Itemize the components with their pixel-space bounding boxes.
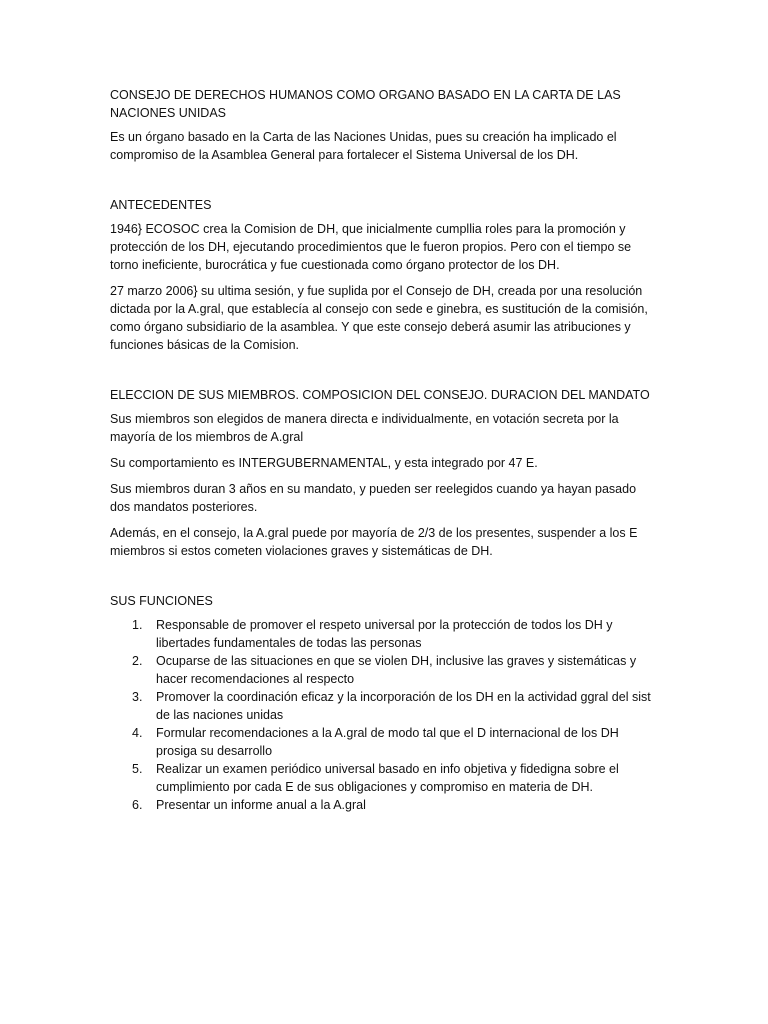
list-item-number: 2. xyxy=(132,654,143,668)
list-item-number: 6. xyxy=(132,798,143,812)
list-item-text: Promover la coordinación eficaz y la incorporación de los DH en la actividad ggral del sist de las naciones unidas xyxy=(156,690,651,722)
eleccion-paragraph-2: Su comportamiento es INTERGUBERNAMENTAL, y esta integrado por 47 E. xyxy=(110,456,538,470)
funciones-list xyxy=(110,616,655,814)
funciones-heading: SUS FUNCIONES xyxy=(110,594,213,608)
antecedentes-heading: ANTECEDENTES xyxy=(110,198,212,212)
list-item-number: 1. xyxy=(132,618,143,632)
document-title: CONSEJO DE DERECHOS HUMANOS COMO ORGANO BASADO EN LA CARTA DE LAS NACIONES UNIDAS xyxy=(110,88,621,120)
intro-paragraph: Es un órgano basado en la Carta de las Naciones Unidas, pues su creación ha implicado el compromiso de la Asamblea General para fortalecer el Sistema Universal de los DH. xyxy=(110,130,617,162)
spacer xyxy=(110,568,655,592)
list-item xyxy=(110,760,655,796)
spacer xyxy=(110,362,655,386)
list-item xyxy=(110,688,655,724)
antecedentes-paragraph-1: 1946} ECOSOC crea la Comision de DH, que inicialmente cumpllia roles para la promoción y protección de los DH, ejecutando procedimientos que le fueron propios. Pero con el tiempo se torno ineficiente, burocrática y fue cuestionada como órgano protector de los DH. xyxy=(110,222,632,272)
eleccion-paragraph-4: Además, en el consejo, la A.gral puede por mayoría de 2/3 de los presentes, suspender a los E miembros si estos cometen violaciones graves y sistemáticas de DH. xyxy=(110,526,638,558)
list-item-number: 3. xyxy=(132,690,143,704)
list-item-number: 4. xyxy=(132,726,143,740)
list-item-text: Ocuparse de las situaciones en que se violen DH, inclusive las graves y sistemáticas y hacer recomendaciones al respecto xyxy=(156,654,637,686)
document-page xyxy=(110,86,655,814)
eleccion-paragraph-3: Sus miembros duran 3 años en su mandato, y pueden ser reelegidos cuando ya hayan pasado dos mandatos posteriores. xyxy=(110,482,637,514)
list-item xyxy=(110,796,655,814)
list-item-number: 5. xyxy=(132,762,143,776)
list-item-text: Realizar un examen periódico universal basado en info objetiva y fidedigna sobre el cumplimiento por cada E de sus obligaciones y compromiso en materia de DH. xyxy=(156,762,619,794)
list-item-text: Responsable de promover el respeto universal por la protección de todos los DH y libertades fundamentales de todas las personas xyxy=(156,618,613,650)
spacer xyxy=(110,172,655,196)
list-item-text: Formular recomendaciones a la A.gral de modo tal que el D internacional de los DH prosiga su desarrollo xyxy=(156,726,619,758)
list-item xyxy=(110,652,655,688)
eleccion-heading: ELECCION DE SUS MIEMBROS. COMPOSICION DEL CONSEJO. DURACION DEL MANDATO xyxy=(110,388,650,402)
list-item xyxy=(110,616,655,652)
eleccion-paragraph-1: Sus miembros son elegidos de manera directa e individualmente, en votación secreta por la mayoría de los miembros de A.gral xyxy=(110,412,619,444)
list-item xyxy=(110,724,655,760)
list-item-text: Presentar un informe anual a la A.gral xyxy=(156,798,366,812)
antecedentes-paragraph-2: 27 marzo 2006} su ultima sesión, y fue suplida por el Consejo de DH, creada por una resolución dictada por la A.gral, que establecía al consejo con sede e ginebra, es sustitución de la comisión, como órgano subsidiario de la asamblea. Y que este consejo deberá asumir las atribuciones y funciones básicas de la Comision. xyxy=(110,284,648,352)
